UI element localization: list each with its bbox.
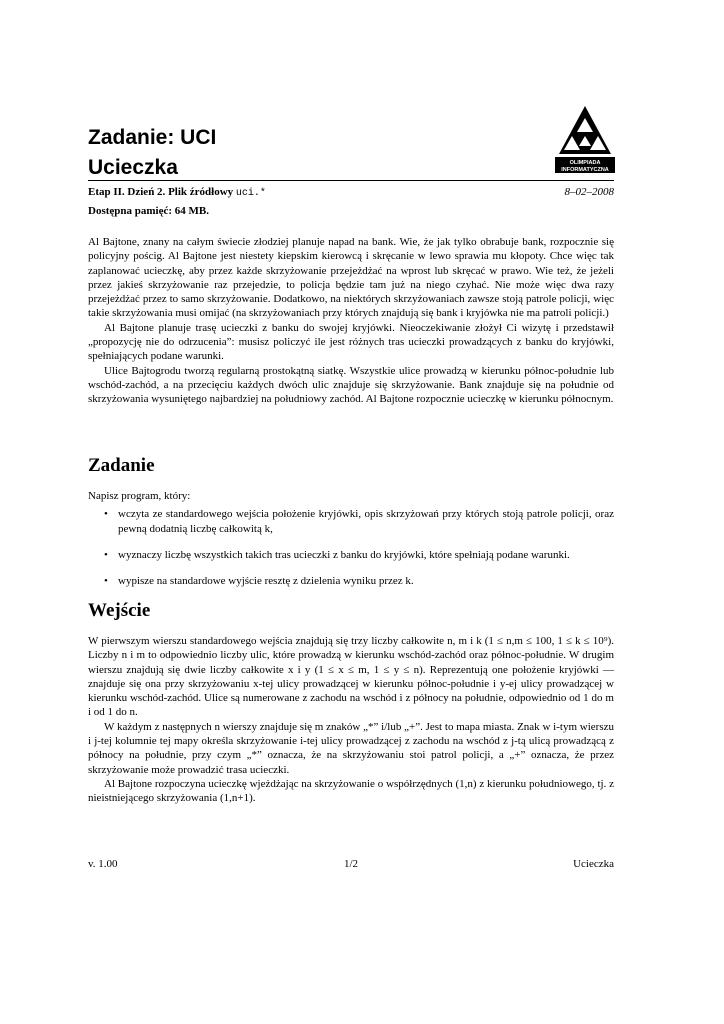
olympiad-logo <box>555 102 615 174</box>
task-title <box>88 125 216 181</box>
intro-paragraph-3: Ulice Bajtogrodu tworzą regularną prostokątną siatkę. Wszystkie ulice prowadzą w kierunku północ-południe lub wschód-zachód, a na przecięciu każdych dwóch ulic znajduje się skrzyżowanie. Bank znajduje się na południe od skrzyżowania wysuniętego najbardziej na południowy zachód. Al Bajtone rozpocznie ucieczkę w kierunku północnym. <box>88 364 614 406</box>
memory-limit: Dostępna pamięć: 64 MB. <box>88 205 209 217</box>
intro-paragraph-2: Al Bajtone planuje trasę ucieczki z banku do swojej kryjówki. Nieoczekiwanie złożył Ci wizytę i przedstawił „propozycję nie do odrzucenia”: musisz policzyć ile jest różnych tras ucieczki prowadzących z banku do kryjówki, spełniających podane warunki. <box>88 321 614 363</box>
list-item: • wypisze na standardowe wyjście resztę z dzielenia wyniku przez k. <box>118 574 614 588</box>
intro-paragraph-1: Al Bajtone, znany na całym świecie złodziej planuje napad na bank. Wie, że jak tylko obrabuje bank, rozpocznie się policyjny pościg. Al Bajtone jest niestety kiepskim kierowcą i skręcanie w lewo sprawia mu kłopoty. Chce więc tak zaplanować ucieczkę, aby przez każde skrzyżowanie przejeżdżać na wprost lub skręcać w prawo. Wie też, że jeżeli przez jakieś skrzyżowanie raz przejedzie, to policja będzie tam już na niego czyhać. Nie może więc dwa razy przejeżdżać przez to samo skrzyżowanie. Dodatkowo, na niektórych skrzyżowaniach zawsze stoją patrole policji, więc takie skrzyżowania musi omijać (na skrzyżowaniach przy których znajdują się bank i kryjówka nie ma patroli policji.) <box>88 236 614 320</box>
wejscie-section <box>88 600 614 806</box>
footer-task-name: Ucieczka <box>573 858 614 870</box>
header-rule <box>88 180 614 181</box>
zadanie-section <box>88 455 614 600</box>
stage-label: Etap II. Dzień 2. <box>88 186 166 198</box>
document-page <box>88 0 614 1024</box>
source-label: Plik źródłowy <box>168 186 234 198</box>
task-title-code: Zadanie: UCI <box>88 126 217 149</box>
wejscie-heading: Wejście <box>88 600 151 621</box>
task-title-name: Ucieczka <box>88 156 178 179</box>
task-date: 8–02–2008 <box>564 186 614 198</box>
zadanie-lead: Napisz program, który: <box>88 490 191 502</box>
wejscie-paragraph-2: W każdym z następnych n wierszy znajduje się m znaków „*” i/lub „+”. Jest to mapa miasta. Znak w i-tym wierszu i j-tej kolumnie tej mapy określa skrzyżowanie i-tej ulicy prowadzącej z zachodu na wschód z j-tą ulicą prowadzącą z północy na południe, przy czym „*” oznacza, że na skrzyżowaniu stoi patrol policji, a „+” oznacza, że przez skrzyżowanie może prowadzić trasa ucieczki. <box>88 720 614 776</box>
wejscie-paragraph-1: W pierwszym wierszu standardowego wejścia znajdują się trzy liczby całkowite n, m i k (1 ≤ n,m ≤ 100, 1 ≤ k ≤ 10⁹). Liczby n i m to odpowiednio liczby ulic, które prowadzą w kierunku wschód-zachód oraz północ-południe. W drugim wierszu znajdują się dwie liczby całkowite x i y (1 ≤ x ≤ m, 1 ≤ y ≤ n). Reprezentują one położenie kryjówki — znajduje się ona przy skrzyżowaniu x-tej ulicy prowadzącej w kierunku północ-południe i y-ej ulicy prowadzącej w kierunku wschód-zachód. Ulice są numerowane z zachodu na wschód i z północy na południe, odpowiednio od 1 do m i od 1 do n. <box>88 635 614 719</box>
list-item: • wyznaczy liczbę wszystkich takich tras ucieczki z banku do kryjówki, które spełniają podane warunki. <box>118 548 614 562</box>
source-file: uci.* <box>235 188 266 199</box>
zadanie-list <box>88 507 614 588</box>
logo-text-line2: INFORMATYCZNA <box>561 167 609 173</box>
footer-page-number: 1/2 <box>343 858 359 870</box>
logo-text-line1: OLIMPIADA <box>569 160 601 166</box>
zadanie-heading: Zadanie <box>88 455 155 476</box>
list-item: • wczyta ze standardowego wejścia położenie kryjówki, opis skrzyżowań przy których stoją patrole policji, oraz pewną dodatnią liczbę całkowitą k, <box>118 507 614 536</box>
page-footer <box>88 858 614 870</box>
intro-section <box>88 235 614 407</box>
task-meta <box>88 185 614 201</box>
footer-version: v. 1.00 <box>88 858 118 870</box>
wejscie-paragraph-3: Al Bajtone rozpoczyna ucieczkę wjeżdżając na skrzyżowanie o współrzędnych (1,n) z kierunku południowego, tj. z nieistniejącego skrzyżowania (1,n+1). <box>88 777 614 805</box>
